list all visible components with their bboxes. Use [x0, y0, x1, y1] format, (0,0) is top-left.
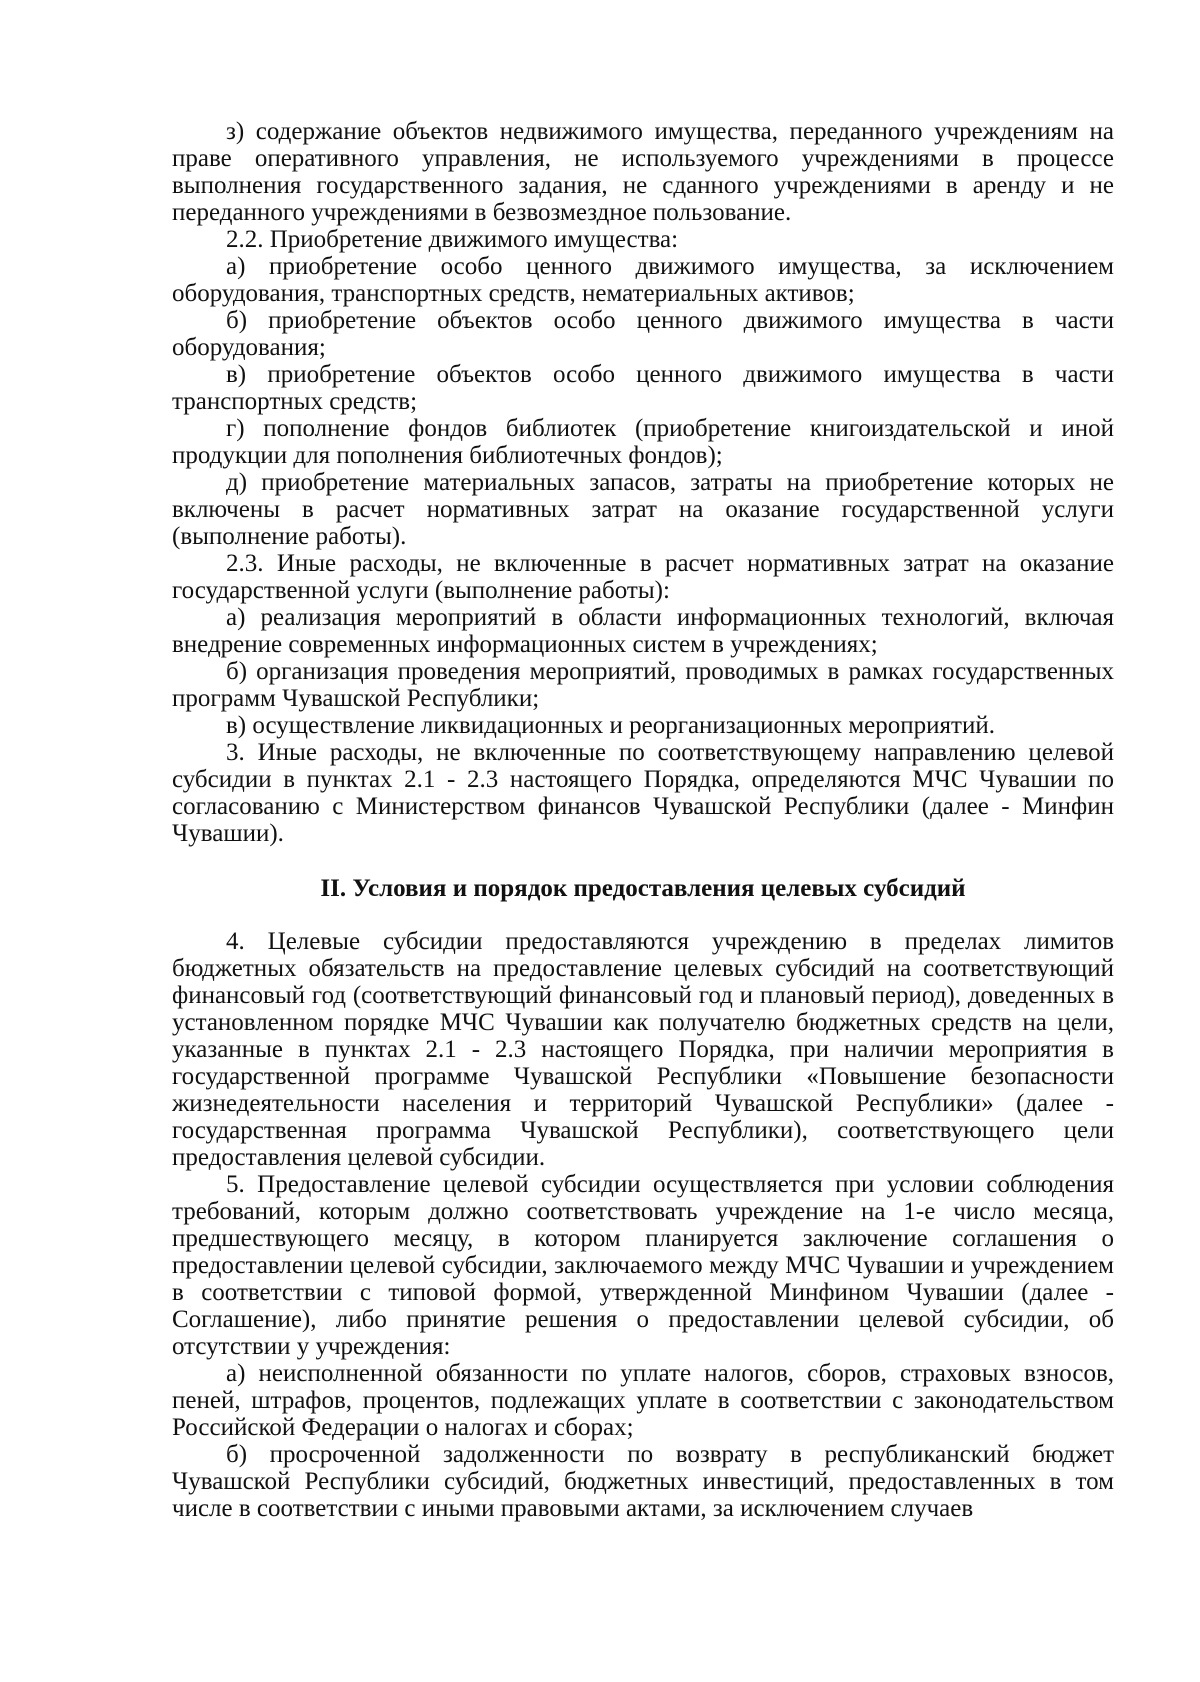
paragraph-2-2-b: б) приобретение объектов особо ценного движимого имущества в части оборудования;	[172, 307, 1114, 361]
paragraph-2-3-a: а) реализация мероприятий в области информационных технологий, включая внедрение современных информационных систем в учреждениях;	[172, 604, 1114, 658]
paragraph-3: 3. Иные расходы, не включенные по соответствующему направлению целевой субсидии в пунктах 2.1 - 2.3 настоящего Порядка, определяются МЧС Чувашии по согласованию с Министерством финансов Чувашской Республики (далее - Минфин Чувашии).	[172, 739, 1114, 847]
paragraph-5-b: б) просроченной задолженности по возврату в республиканский бюджет Чувашской Республики субсидий, бюджетных инвестиций, предоставленных в том числе в соответствии с иными правовыми актами, за исключением случаев	[172, 1441, 1114, 1522]
paragraph-2-2-v: в) приобретение объектов особо ценного движимого имущества в части транспортных средств;	[172, 361, 1114, 415]
paragraph-2-3: 2.3. Иные расходы, не включенные в расчет нормативных затрат на оказание государственной услуги (выполнение работы):	[172, 550, 1114, 604]
paragraph-4: 4. Целевые субсидии предоставляются учреждению в пределах лимитов бюджетных обязательств на предоставление целевых субсидий на соответствующий финансовый год (соответствующий финансовый год и плановый период), доведенных в установленном порядке МЧС Чувашии как получателю бюджетных средств на цели, указанные в пунктах 2.1 - 2.3 настоящего Порядка, при наличии мероприятия в государственной программе Чувашской Республики «Повышение безопасности жизнедеятельности населения и территорий Чувашской Республики» (далее - государственная программа Чувашской Республики), соответствующего цели предоставления целевой субсидии.	[172, 928, 1114, 1171]
paragraph-2-3-v: в) осуществление ликвидационных и реорганизационных мероприятий.	[226, 712, 995, 739]
paragraph-3z: з) содержание объектов недвижимого имущества, переданного учреждениям на праве оперативного управления, не используемого учреждениями в процессе выполнения государственного задания, не сданного учреждениями в аренду и не переданного учреждениями в безвозмездное пользование.	[172, 118, 1114, 226]
paragraph-2-2-g: г) пополнение фондов библиотек (приобретение книгоиздательской и иной продукции для пополнения библиотечных фондов);	[172, 415, 1114, 469]
paragraph-5-a: а) неисполненной обязанности по уплате налогов, сборов, страховых взносов, пеней, штрафов, процентов, подлежащих уплате в соответствии с законодательством Российской Федерации о налогах и сборах;	[172, 1360, 1114, 1441]
paragraph-2-3-b: б) организация проведения мероприятий, проводимых в рамках государственных программ Чувашской Республики;	[172, 658, 1114, 712]
section-heading: II. Условия и порядок предоставления целевых субсидий	[320, 875, 966, 902]
paragraph-5: 5. Предоставление целевой субсидии осуществляется при условии соблюдения требований, которым должно соответствовать учреждение на 1-е число месяца, предшествующего месяцу, в котором планируется заключение соглашения о предоставлении целевой субсидии, заключаемого между МЧС Чувашии и учреждением в соответствии с типовой формой, утвержденной Минфином Чувашии (далее - Соглашение), либо принятие решения о предоставлении целевой субсидии, об отсутствии у учреждения:	[172, 1171, 1114, 1360]
paragraph-2-2-d: д) приобретение материальных запасов, затраты на приобретение которых не включены в расчет нормативных затрат на оказание государственной услуги (выполнение работы).	[172, 469, 1114, 550]
document-page	[172, 118, 1114, 1522]
paragraph-2-2: 2.2. Приобретение движимого имущества:	[226, 226, 679, 253]
paragraph-2-2-a: а) приобретение особо ценного движимого имущества, за исключением оборудования, транспортных средств, нематериальных активов;	[172, 253, 1114, 307]
